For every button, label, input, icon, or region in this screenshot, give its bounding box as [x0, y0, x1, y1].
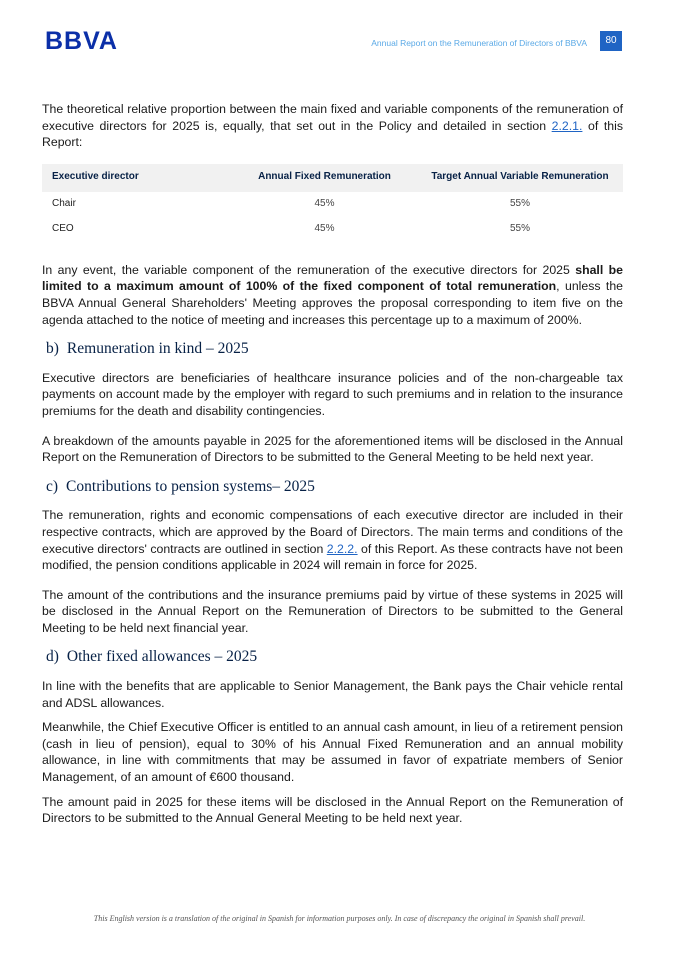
section-c-letter: c) [46, 477, 59, 495]
section-b-paragraph-2: A breakdown of the amounts payable in 2025 for the aforementioned items will be disclosed in the Annual Report on the Remuneration of Directors to be submitted to the General Meeting to be held next year. [42, 433, 623, 465]
bbva-logo [45, 28, 123, 52]
section-d-title: Other fixed allowances – 2025 [66, 648, 258, 666]
section-b-paragraph-1: Executive directors are beneficiaries of healthcare insurance policies and of the non-chargeable tax payments on account made by the employer with regard to such premiums and in relation to the insurance premiums for the death and disability contingencies. [42, 370, 623, 418]
intro-text: The theoretical relative proportion between the main fixed and variable components of the remuneration of executive directors for 2025 is, equally, that set out in the Policy and detailed in section [42, 102, 623, 133]
section-b-letter: b) [46, 340, 59, 358]
limit-bold-text: shall be limited to a maximum amount of 100% of the fixed component of total remuneration [42, 262, 623, 294]
intro-paragraph [42, 101, 623, 151]
column-header-director: Executive director [42, 164, 232, 192]
section-c-title: Contributions to pension systems– 2025 [66, 477, 315, 495]
section-d-letter: d) [46, 648, 59, 666]
column-header-fixed: Annual Fixed Remuneration [232, 164, 417, 192]
section-c-text-end: of this Report. As these contracts have not been modified, the pension conditions applicable in 2024 will remain in force for 2025. [42, 541, 623, 573]
section-2-2-1-link[interactable]: 2.2.1. [551, 118, 583, 133]
table-row [42, 192, 623, 217]
table-row [42, 217, 623, 242]
remuneration-proportion-table [42, 164, 623, 242]
bbva-logo-text: BBVA [45, 28, 118, 52]
cell-director: CEO [52, 222, 74, 234]
section-d-paragraph-1: In line with the benefits that are applicable to Senior Management, the Bank pays the Chair vehicle rental and ADSL allowances. [42, 679, 623, 710]
cell-fixed: 45% [314, 197, 335, 209]
table-header-row [42, 164, 623, 192]
page-content [42, 101, 623, 840]
cell-variable: 55% [509, 197, 530, 209]
section-d-paragraph-3: The amount paid in 2025 for these items will be disclosed in the Annual Report on the Remuneration of Directors to be submitted to the Annual General Meeting to be held next year. [42, 794, 623, 826]
translation-disclaimer: This English version is a translation of the original in Spanish for information purposes only. In case of discrepancy the original in Spanish shall prevail. [93, 914, 586, 923]
section-c-paragraph-2: The amount of the contributions and the insurance premiums paid by virtue of these systems in 2025 will be disclosed in the Annual Report on the Remuneration of Directors to be submitted to the General Meeting to be held next financial year. [42, 587, 623, 635]
limit-text: In any event, the variable component of the remuneration of the executive directors for 2025 [42, 262, 576, 277]
section-b-title: Remuneration in kind – 2025 [66, 340, 249, 358]
cell-director: Chair [52, 197, 76, 209]
cell-variable: 55% [509, 222, 530, 234]
cell-fixed: 45% [314, 222, 335, 234]
section-c-paragraph-1 [42, 507, 623, 573]
intro-text-end: of this Report: [42, 118, 623, 150]
section-c-text: The remuneration, rights and economic compensations of each executive director are included in their respective contracts, which are approved by the Board of Directors. The main terms and conditions of the executive directors' contracts are outlined in section [42, 508, 623, 556]
section-2-2-2-link[interactable]: 2.2.2. [326, 541, 358, 556]
section-c-heading [46, 479, 623, 496]
page-number-badge: 80 [600, 31, 622, 51]
section-b-heading [46, 341, 623, 358]
header-title: Annual Report on the Remuneration of Directors of BBVA [371, 38, 587, 48]
section-d-paragraph-2: Meanwhile, the Chief Executive Officer is entitled to an annual cash amount, in lieu of a retirement pension (cash in lieu of pension), equal to 30% of his Annual Fixed Remuneration and an annual mobility allowance, in line with commitments that may be assumed in favor of expatriate members of Senior Management, of an amount of €600 thousand. [42, 720, 623, 785]
column-header-variable: Target Annual Variable Remuneration [417, 164, 623, 192]
limit-text-end: , unless the BBVA Annual General Shareholders' Meeting approves the proposal corresponding to item five on the agenda attached to the notice of meeting and increases this percentage up to a maximum of 200%. [42, 279, 624, 327]
variable-limit-paragraph [42, 262, 623, 328]
section-d-heading [46, 649, 623, 666]
